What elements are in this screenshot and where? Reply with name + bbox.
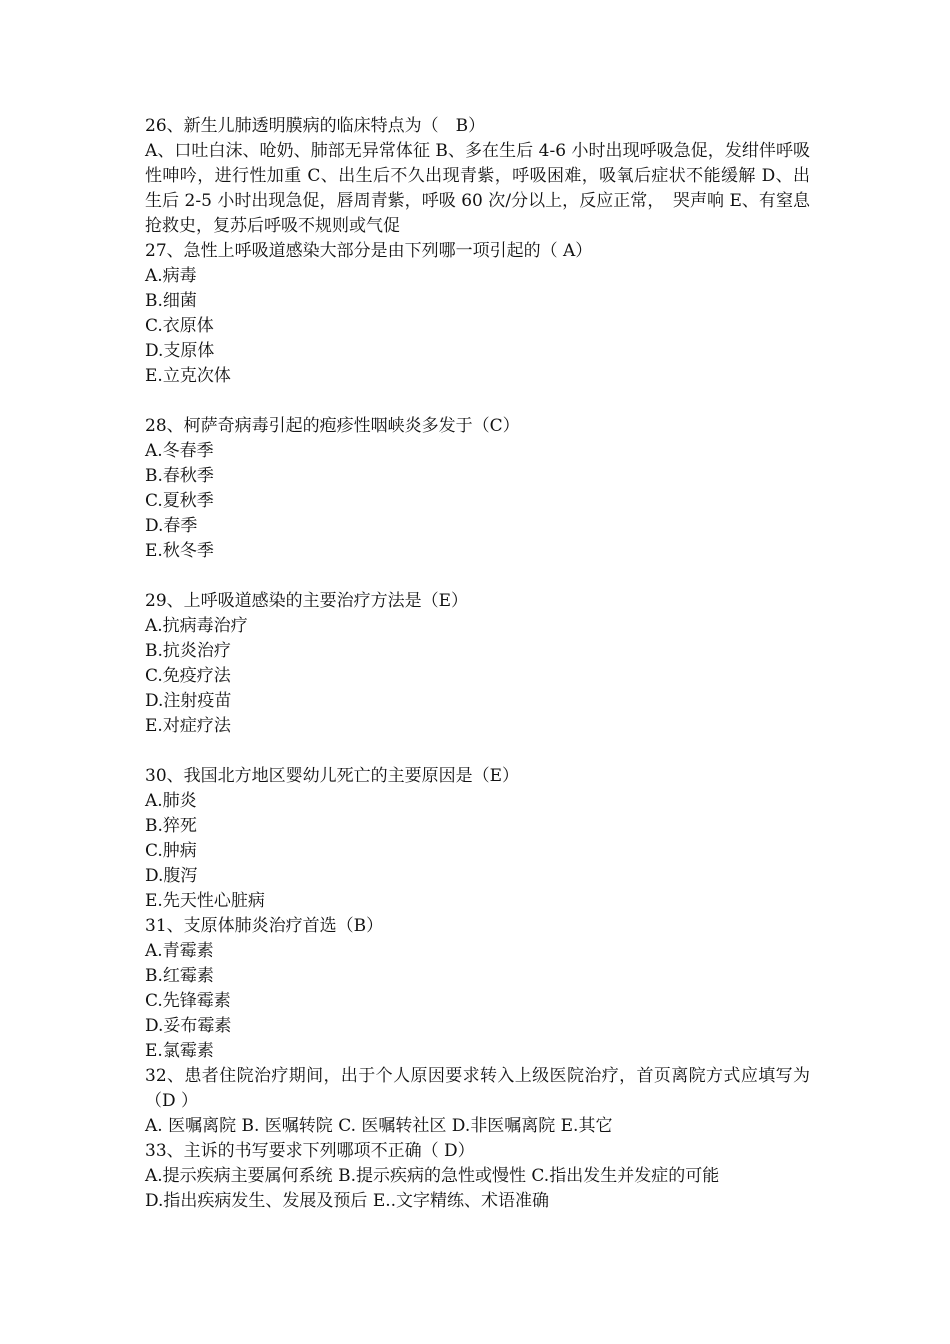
question-31-option-d: D.妥布霉素 [145, 1016, 232, 1036]
question-31-text: 31、支原体肺炎治疗首选（B） [145, 916, 384, 936]
blank-line [145, 389, 810, 414]
question-31-option-a: A.青霉素 [145, 941, 214, 961]
blank-line [145, 564, 810, 589]
question-33-options-line-1: A.提示疾病主要属何系统 B.提示疾病的急性或慢性 C.指出发生并发症的可能 [145, 1166, 720, 1186]
question-26-options: A、口吐白沫、呛奶、肺部无异常体征 B、多在生后 4-6 小时出现呼吸急促，发绀伴呼吸性呻吟，进行性加重 C、出生后不久出现青紫，呼吸困难，吸氧后症状不能缓解 D、出生后 2-5 小时出现急促，唇周青紫，呼吸 60 次/分以上，反应正常， 哭声响 E、有窒息抢救史，复苏后呼吸不规则或气促 [145, 141, 810, 236]
question-27-option-b: B.细菌 [145, 291, 197, 311]
question-31-option-c: C.先锋霉素 [145, 991, 231, 1011]
question-29-option-d: D.注射疫苗 [145, 691, 232, 711]
question-29-option-b: B.抗炎治疗 [145, 641, 231, 661]
question-33-options-line-2: D.指出疾病发生、发展及预后 E..文字精练、术语准确 [145, 1191, 550, 1211]
question-27-text: 27、急性上呼吸道感染大部分是由下列哪一项引起的（ A） [145, 241, 593, 261]
question-33-text: 33、主诉的书写要求下列哪项不正确（ D） [145, 1141, 475, 1161]
question-28-option-d: D.春季 [145, 516, 198, 536]
question-31-option-e: E.氯霉素 [145, 1041, 214, 1061]
question-29-text: 29、上呼吸道感染的主要治疗方法是（E） [145, 591, 469, 611]
question-31-option-b: B.红霉素 [145, 966, 214, 986]
question-30-text: 30、我国北方地区婴幼儿死亡的主要原因是（E） [145, 766, 520, 786]
question-27-option-e: E.立克次体 [145, 366, 231, 386]
blank-line [145, 739, 810, 764]
question-list [145, 114, 810, 1214]
question-29-option-c: C.免疫疗法 [145, 666, 231, 686]
question-28-option-b: B.春秋季 [145, 466, 214, 486]
question-28-option-a: A.冬春季 [145, 441, 214, 461]
question-30-option-b: B.猝死 [145, 816, 197, 836]
question-28-option-e: E.秋冬季 [145, 541, 214, 561]
question-28-text: 28、柯萨奇病毒引起的疱疹性咽峡炎多发于（C） [145, 416, 520, 436]
question-27-option-c: C.衣原体 [145, 316, 214, 336]
question-32-text: 32、患者住院治疗期间，出于个人原因要求转入上级医院治疗，首页离院方式应填写为（D ） [145, 1066, 810, 1111]
question-30-option-c: C.肿病 [145, 841, 197, 861]
question-29-option-e: E.对症疗法 [145, 716, 231, 736]
question-27-option-d: D.支原体 [145, 341, 215, 361]
question-30-option-e: E.先天性心脏病 [145, 891, 265, 911]
question-30-option-a: A.肺炎 [145, 791, 197, 811]
question-26-text: 26、新生儿肺透明膜病的临床特点为（ B） [145, 116, 486, 136]
question-32-options: A. 医嘱离院 B. 医嘱转院 C. 医嘱转社区 D.非医嘱离院 E.其它 [145, 1116, 613, 1136]
question-30-option-d: D.腹泻 [145, 866, 198, 886]
question-27-option-a: A.病毒 [145, 266, 197, 286]
question-29-option-a: A.抗病毒治疗 [145, 616, 248, 636]
question-28-option-c: C.夏秋季 [145, 491, 214, 511]
